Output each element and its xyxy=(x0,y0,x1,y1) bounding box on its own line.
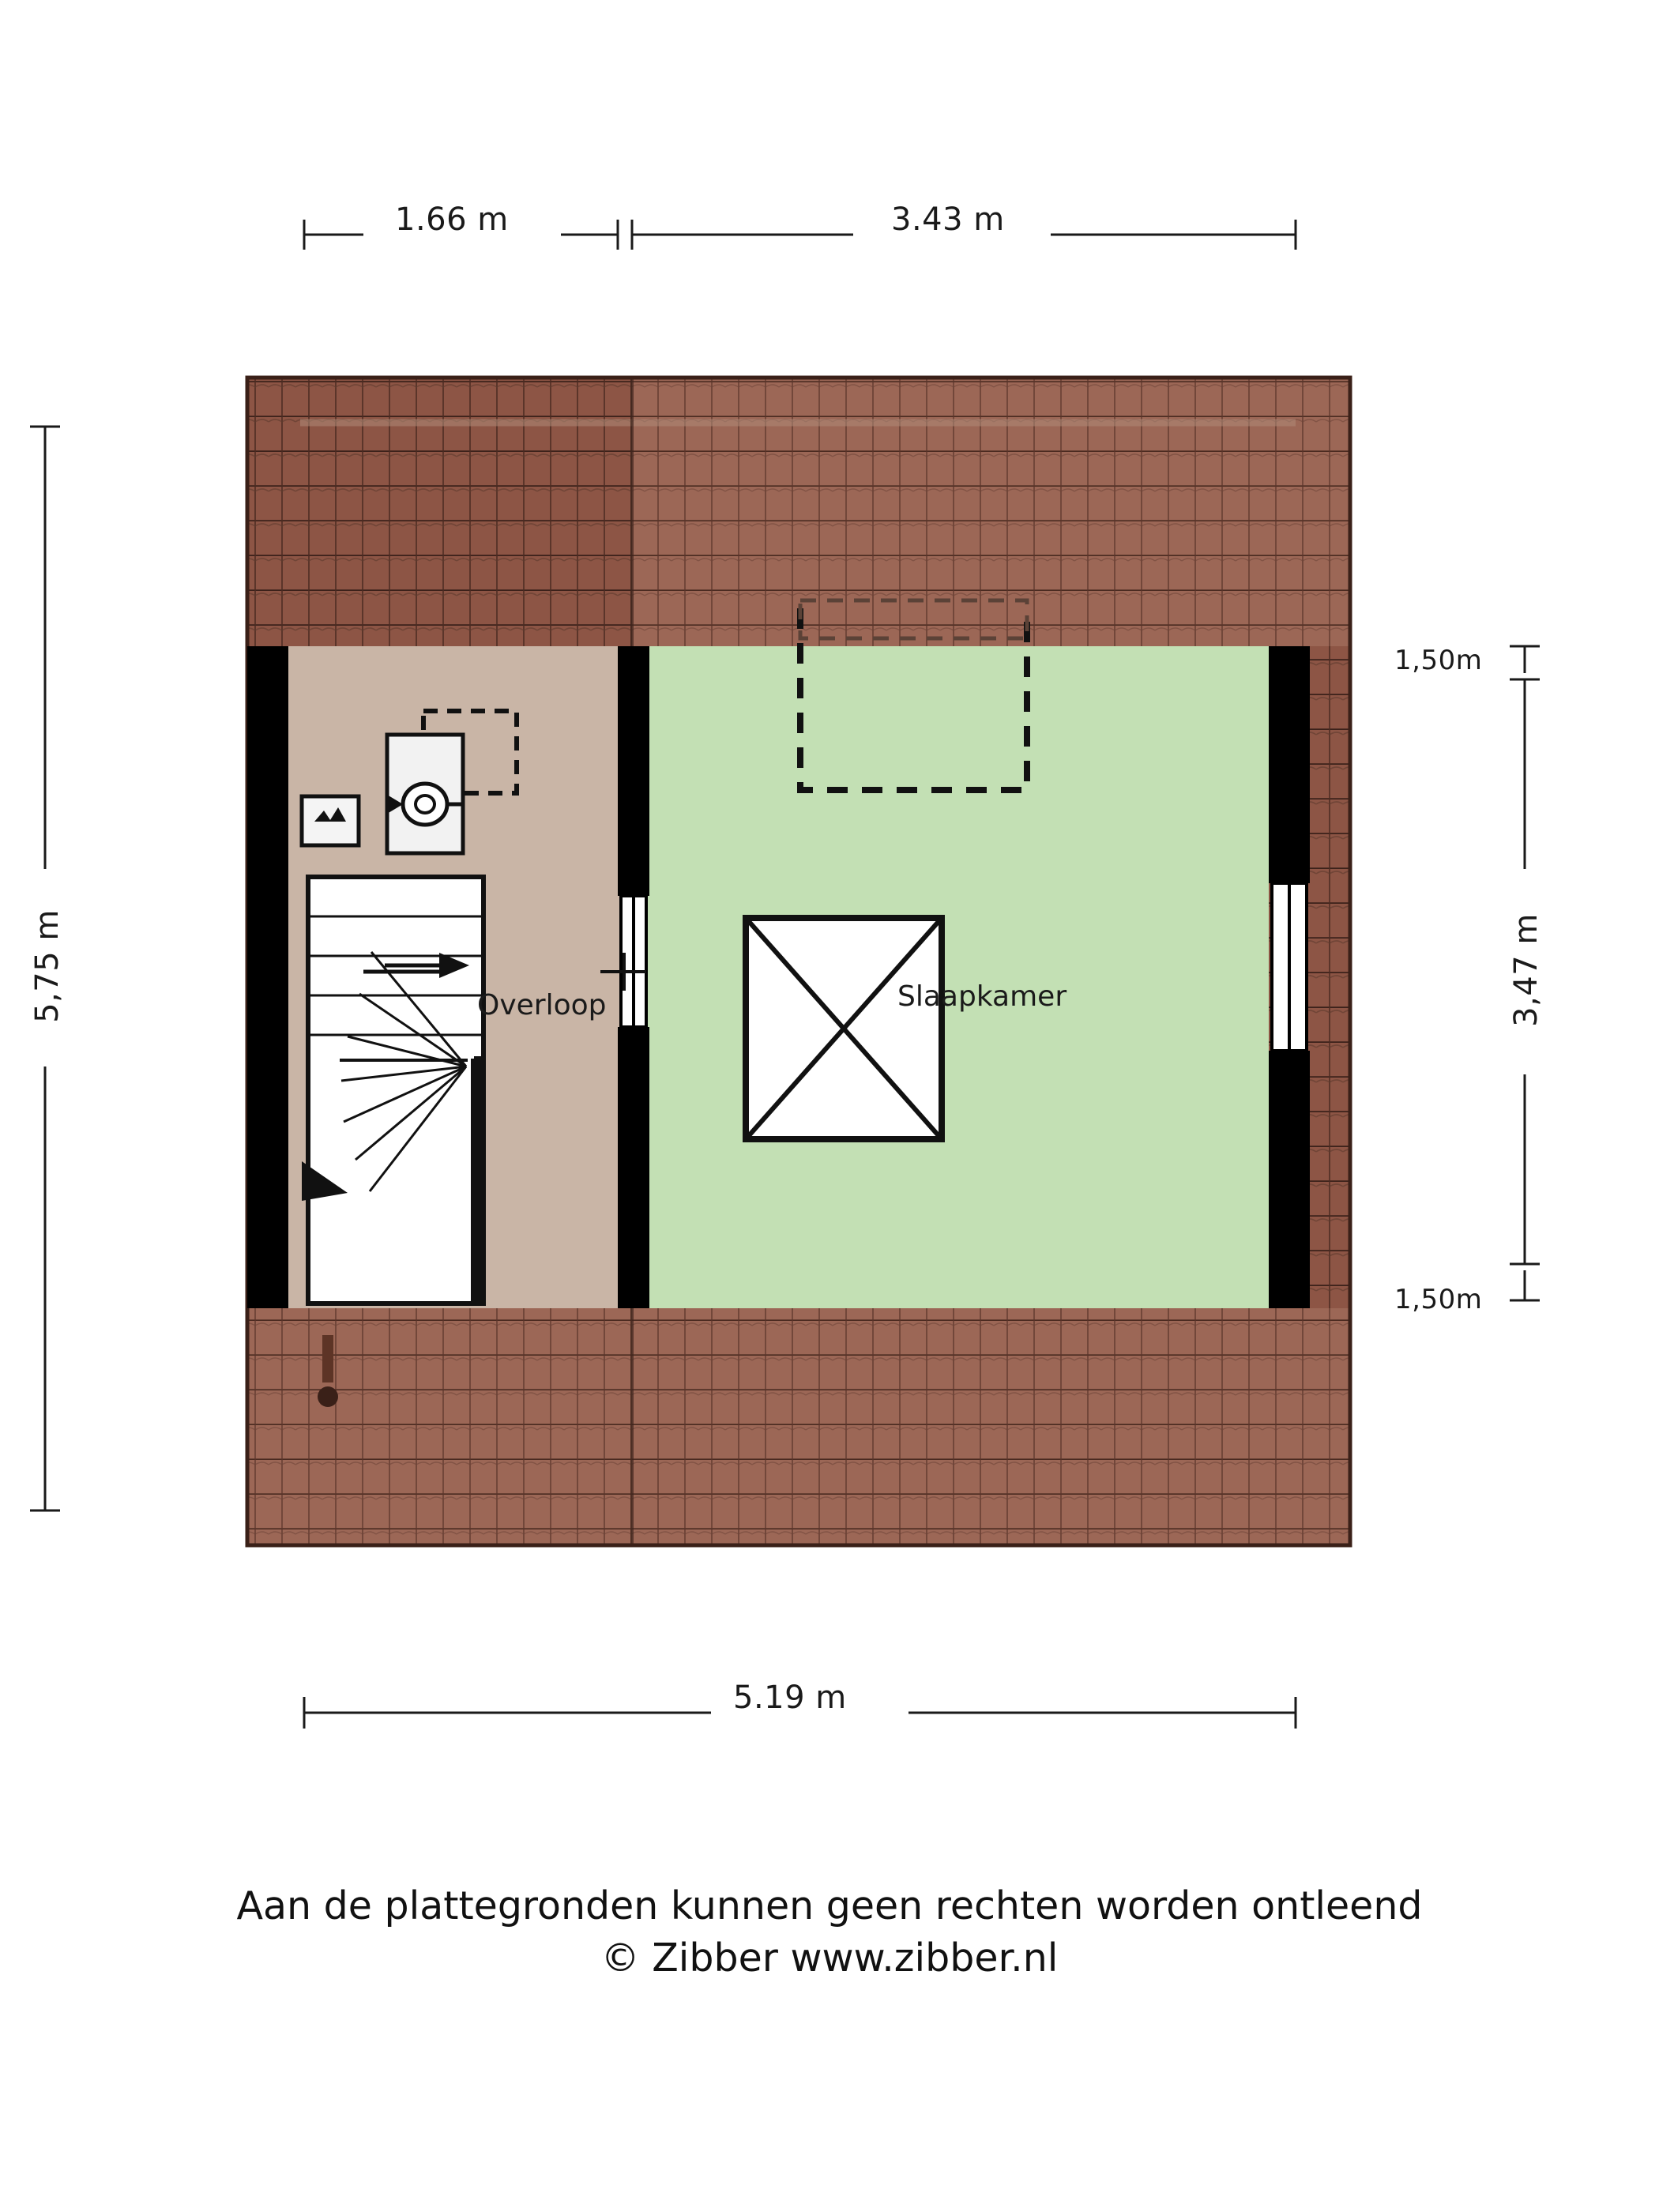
bathroom-fixture xyxy=(387,735,463,853)
room-label-overloop: Overloop xyxy=(477,989,607,1021)
dimension-top-right-label: 3.43 m xyxy=(891,201,1005,238)
staircase xyxy=(302,877,485,1305)
dimension-right-bottom-label: 1,50m xyxy=(1394,1284,1483,1315)
room-slaapkamer-fill xyxy=(632,646,1269,1308)
dimension-left-label: 5,75 m xyxy=(29,909,66,1023)
footer-line-1: Aan de plattegronden kunnen geen rechten worden ontleend xyxy=(236,1883,1423,1928)
room-label-slaapkamer: Slaapkamer xyxy=(897,980,1067,1013)
footer-disclaimer xyxy=(0,1880,1659,1984)
dimension-right-top-label: 1,50m xyxy=(1394,645,1483,676)
dimension-top-left-label: 1.66 m xyxy=(395,201,509,238)
window-right xyxy=(1272,883,1307,1051)
bed-furniture xyxy=(746,918,942,1139)
wall-niche xyxy=(302,796,359,845)
dimension-bottom-label: 5.19 m xyxy=(733,1680,847,1716)
dimension-right-main-label: 3,47 m xyxy=(1508,913,1544,1027)
footer-line-2: © Zibber www.zibber.nl xyxy=(600,1936,1059,1981)
